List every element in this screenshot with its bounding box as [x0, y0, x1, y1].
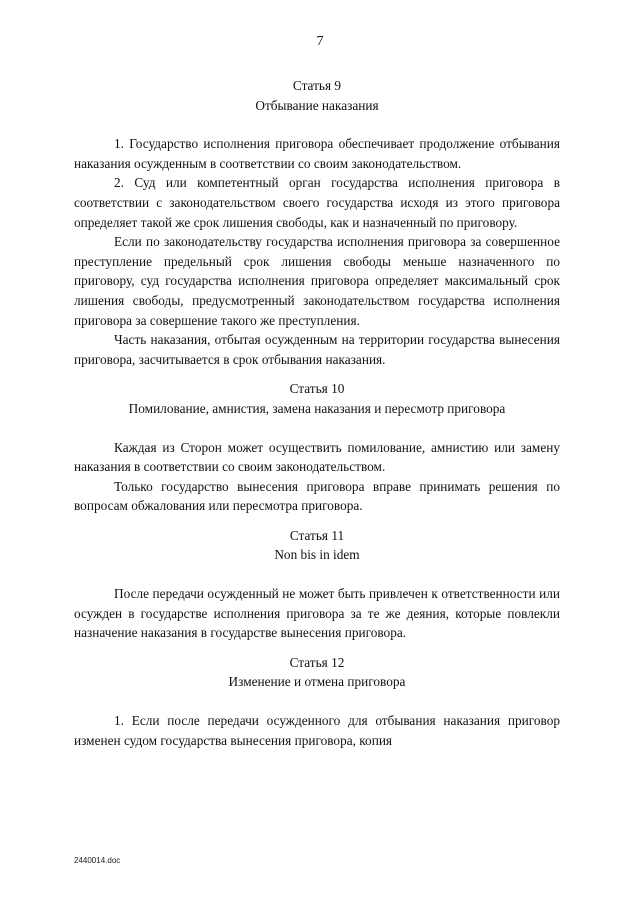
- article-title: Помилование, амнистия, замена наказания и пересмотр приговора: [128, 400, 506, 416]
- paragraph: 1. Если после передачи осужденного для отбывания наказания приговор изменен судом государства вынесения приговора, копия: [74, 713, 560, 748]
- article-title: Non bis in idem: [274, 547, 360, 563]
- article-number: Статья 9: [292, 78, 342, 93]
- article-heading: [74, 379, 560, 418]
- document-body: [74, 76, 560, 750]
- paragraph: Каждая из Сторон может осуществить помилование, амнистию или замену наказания в соответствии со своим законодательством.: [74, 439, 560, 475]
- article-title: Отбывание наказания: [255, 97, 379, 113]
- paragraph: 2. Суд или компетентный орган государства исполнения приговора в соответствии с законодательством своего государства исходя из этого приговора определяет такой же срок лишения свободы, как и назначенный по приговору.: [74, 175, 560, 230]
- paragraph: 1. Государство исполнения приговора обеспечивает продолжение отбывания наказания осужденным в соответствии со своим законодательством.: [74, 136, 560, 171]
- article-12: [74, 653, 560, 750]
- article-heading: [74, 526, 560, 565]
- paragraph: Только государство вынесения приговора вправе принимать решения по вопросам обжалования или пересмотра приговора.: [74, 478, 560, 514]
- paragraph: Если по законодательству государства исполнения приговора за совершенное преступление предельный срок лишения свободы меньше назначенного по приговору, суд государства исполнения приговора определяет максимальный срок лишения свободы, предусмотренный законодательством государства исполнения приговора за совершение такого же преступления.: [74, 234, 560, 328]
- article-heading: [74, 653, 560, 692]
- article-number: Статья 12: [289, 654, 345, 670]
- article-11: [74, 526, 560, 643]
- article-number: Статья 11: [289, 527, 345, 543]
- article-heading: [74, 76, 560, 115]
- article-9: [74, 76, 560, 369]
- paragraph: После передачи осужденный не может быть привлечен к ответственности или осужден в государстве исполнения приговора за те же деяния, которые повлекли назначение наказания в государстве вынесения приговора.: [74, 586, 560, 641]
- article-title: Изменение и отмена приговора: [228, 674, 406, 690]
- page-number: 7: [316, 34, 324, 49]
- article-number: Статья 10: [289, 381, 345, 397]
- paragraph: Часть наказания, отбытая осужденным на территории государства вынесения приговора, засчитывается в срок отбывания наказания.: [74, 332, 560, 367]
- article-10: [74, 379, 560, 516]
- footer-file-name: 2440014.doc: [74, 856, 121, 865]
